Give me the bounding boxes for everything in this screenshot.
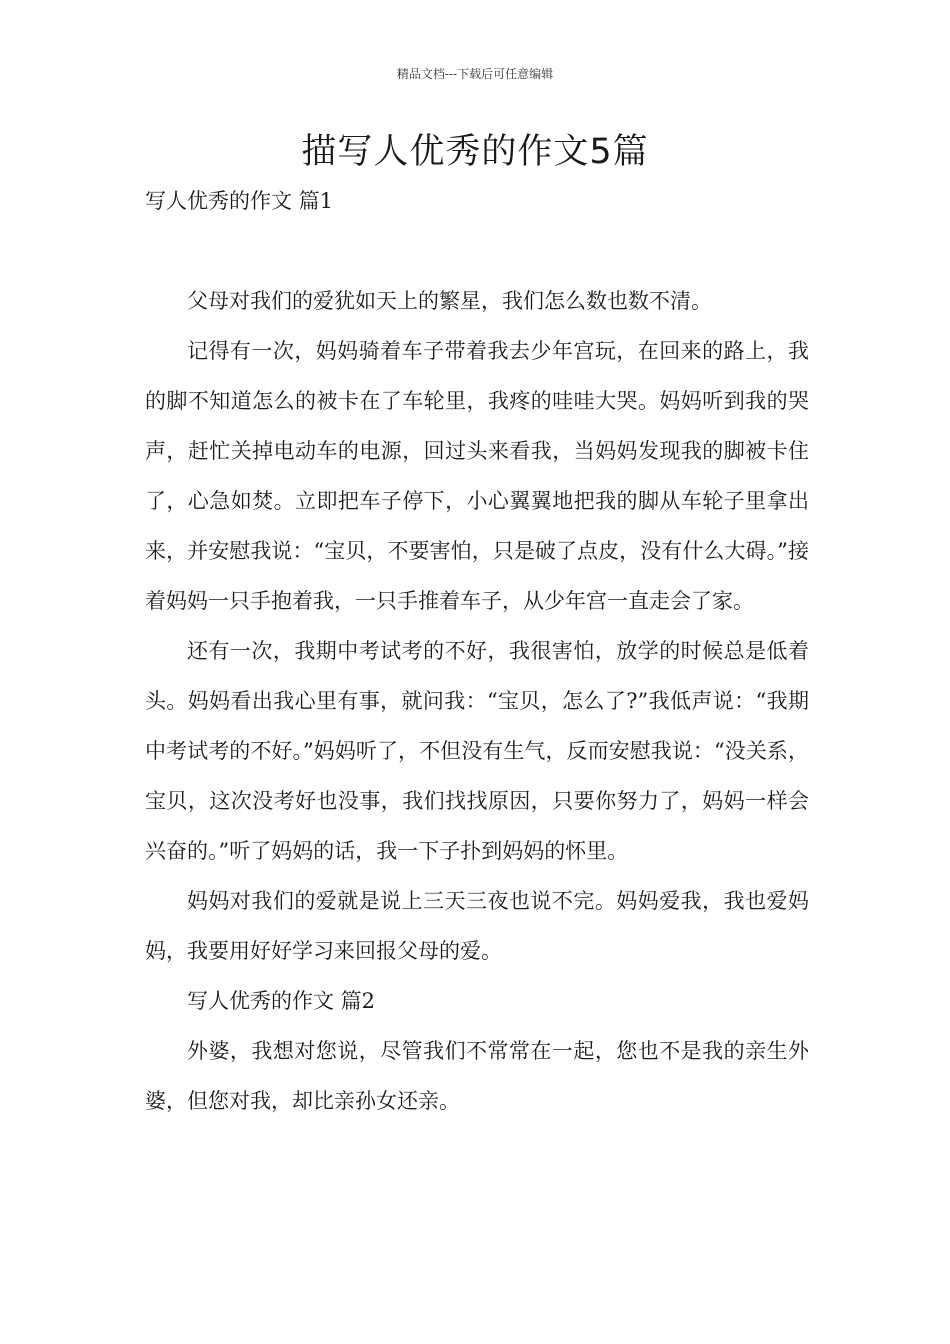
paragraph: 记得有一次，妈妈骑着车子带着我去少年宫玩，在回来的路上，我的脚不知道怎么的被卡在了车轮里，我疼的哇哇大哭。妈妈听到我的哭声，赶忙关掉电动车的电源，回过头来看我，当妈妈发现我的脚被卡住了，心急如焚。立即把车子停下，小心翼翼地把我的脚从车轮子里拿出来，并安慰我说：“宝贝，不要害怕，只是破了点皮，没有什么大碍。”接着妈妈一只手抱着我，一只手推着车子，从少年宫一直走会了家。: [145, 339, 809, 613]
paragraph: 妈妈对我们的爱就是说上三天三夜也说不完。妈妈爱我，我也爱妈妈，我要用好好学习来回报父母的爱。: [145, 889, 809, 963]
document-body: [145, 276, 809, 1126]
paragraph: 外婆，我想对您说，尽管我们不常常在一起，您也不是我的亲生外婆，但您对我，却比亲孙女还亲。: [145, 1039, 809, 1113]
document-title: 描写人优秀的作文5篇: [301, 132, 649, 172]
paragraph: 还有一次，我期中考试考的不好，我很害怕，放学的时候总是低着头。妈妈看出我心里有事，就问我：“宝贝，怎么了?”我低声说：“我期中考试考的不好。”妈妈听了，不但没有生气，反而安慰我说：“没关系，宝贝，这次没考好也没事，我们找找原因，只要你努力了，妈妈一样会兴奋的。”听了妈妈的话，我一下子扑到妈妈的怀里。: [145, 639, 809, 863]
section-heading-2: 写人优秀的作文 篇2: [187, 989, 376, 1013]
paragraph: 父母对我们的爱犹如天上的繁星，我们怎么数也数不清。: [187, 289, 712, 313]
header-note: 精品文档---下载后可任意编辑: [396, 67, 554, 81]
section-heading-1: 写人优秀的作文 篇1: [145, 189, 334, 213]
